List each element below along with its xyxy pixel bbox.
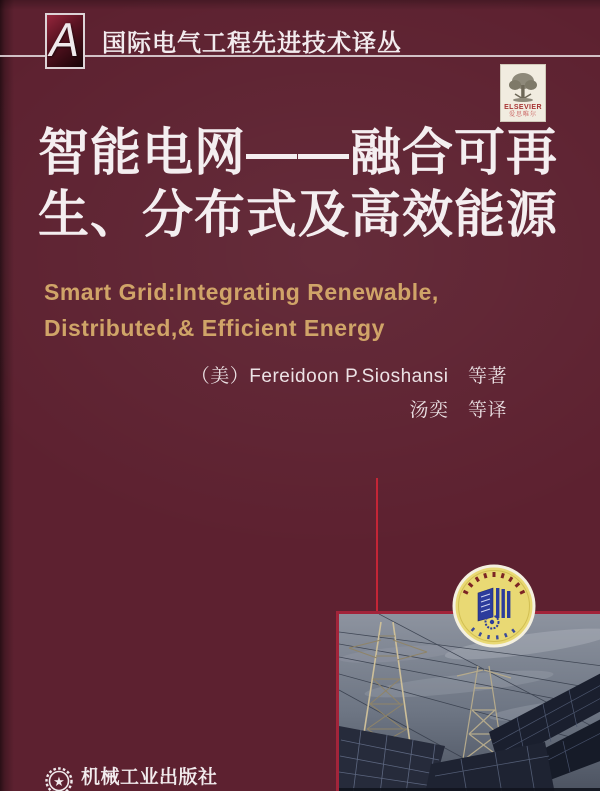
book-title-line1: 智能电网——融合可再 — [38, 124, 559, 181]
series-logo — [45, 13, 85, 69]
publisher-gear-icon — [44, 766, 74, 791]
book-subtitle-line1: Smart Grid:Integrating Renewable, — [44, 279, 439, 305]
press-seal — [452, 564, 536, 648]
svg-text:★: ★ — [53, 774, 65, 789]
press-seal-emblem — [452, 564, 536, 648]
publisher-imprint — [44, 762, 218, 791]
book-subtitle-en — [44, 274, 439, 346]
elsevier-cn-name: 爱思唯尔 — [508, 112, 537, 118]
translator-line: 汤奕 等译 — [409, 400, 507, 421]
book-title — [38, 122, 578, 246]
vertical-accent-rule — [376, 478, 378, 614]
elsevier-tree-icon — [506, 70, 540, 104]
elsevier-name: ELSEVIER — [504, 104, 542, 111]
author-line: （美）Fereidoon P.Sioshansi 等著 — [190, 366, 507, 387]
book-title-line2: 生、分布式及高效能源 — [38, 186, 559, 243]
credits — [191, 360, 507, 428]
series-logo-a-icon: A — [45, 13, 85, 67]
book-subtitle-line2: Distributed,& Efficient Energy — [44, 315, 385, 341]
publisher-name: 机械工业出版社 — [81, 762, 218, 791]
series-title: 国际电气工程先进技术译丛 — [102, 30, 402, 57]
elsevier-logo — [500, 64, 546, 122]
